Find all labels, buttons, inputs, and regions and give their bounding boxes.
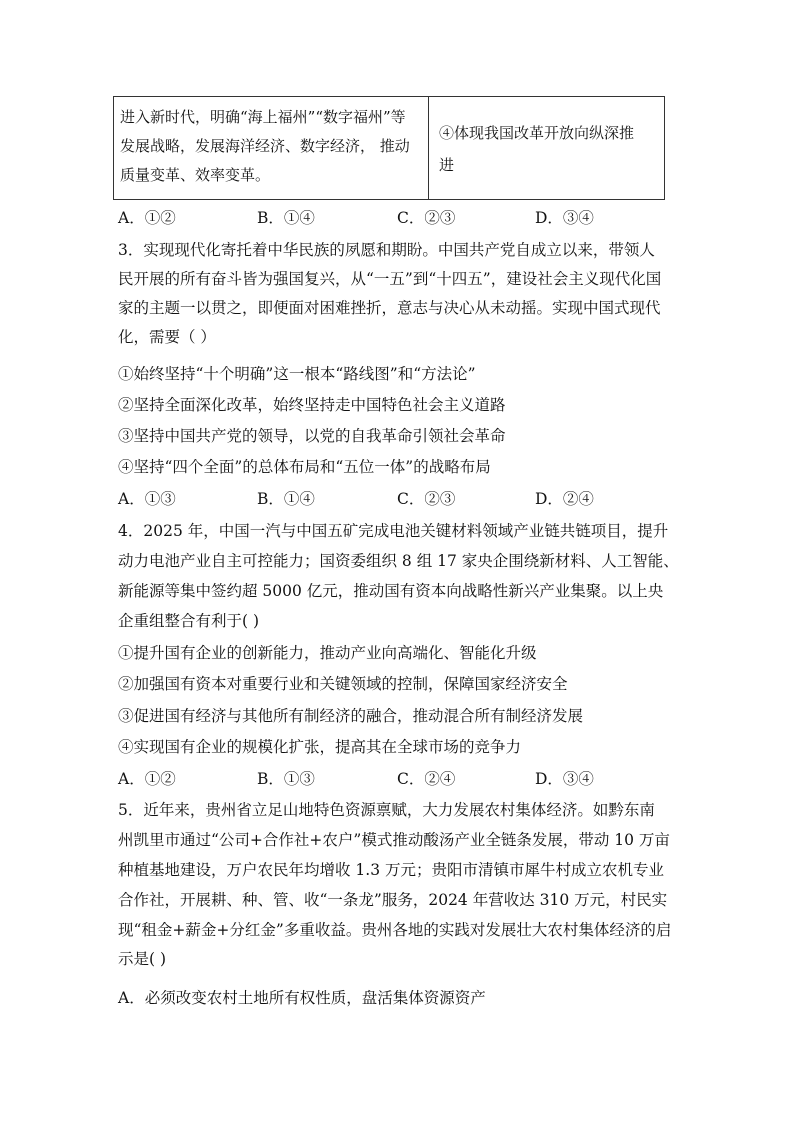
table-right-line: ④体现我国改革开放向纵深推 [439, 124, 635, 142]
q3-option-b[interactable]: B．①④ [257, 490, 315, 508]
q2-option-b[interactable]: B．①④ [257, 209, 315, 227]
q3-option-c[interactable]: C．②③ [397, 490, 456, 508]
q4-option-d[interactable]: D．③④ [535, 770, 594, 788]
q4-option-b[interactable]: B．①③ [257, 770, 315, 788]
q5-stem-line: 州凯里市通过“公司+合作社+农户”模式推动酸汤产业全链条发展，带动 10 万亩 [118, 831, 670, 849]
q2-option-a[interactable]: A．①② [118, 209, 176, 227]
q4-stem-line: 4．2025 年，中国一汽与中国五矿完成电池关键材料领域产业链共链项目，提升 [118, 522, 669, 540]
table-left-line: 发展战略，发展海洋经济、数字经济， 推动 [120, 137, 410, 155]
table-cell-conclusion [429, 97, 664, 199]
table-cell-material [114, 97, 429, 199]
q5-stem-line: 种植基地建设，万户农民年均增收 1.3 万元；贵阳市清镇市犀牛村成立农机专业 [118, 861, 665, 879]
q3-stem-line: 3．实现现代化寄托着中华民族的夙愿和期盼。中国共产党自成立以来，带领人 [118, 241, 655, 259]
q3-item: ②坚持全面深化改革，始终坚持走中国特色社会主义道路 [118, 396, 506, 414]
q3-stem-line: 民开展的所有奋斗皆为强国复兴，从“一五”到“十四五”，建设社会主义现代化国 [118, 270, 662, 288]
q4-item: ④实现国有企业的规模化扩张，提高其在全球市场的竞争力 [118, 738, 522, 756]
q4-stem-line: 企重组整合有利于( ) [118, 612, 260, 630]
q4-item: ①提升国有企业的创新能力，推动产业向高端化、智能化升级 [118, 644, 537, 662]
q4-option-c[interactable]: C．②④ [397, 770, 456, 788]
q5-stem-line: 示是( ) [118, 950, 167, 968]
q4-stem-line: 动力电池产业自主可控能力；国资委组织 8 组 17 家央企围绕新材料、人工智能、 [118, 552, 679, 570]
q4-option-a[interactable]: A．①② [118, 770, 176, 788]
q2-options [118, 207, 678, 229]
q3-item: ④坚持“四个全面”的总体布局和“五位一体”的战略布局 [118, 458, 491, 476]
q3-option-d[interactable]: D．②④ [535, 490, 594, 508]
q2-option-c[interactable]: C．②③ [397, 209, 456, 227]
q3-item: ①始终坚持“十个明确”这一根本“路线图”和“方法论” [118, 365, 476, 383]
q4-options [118, 768, 678, 790]
q4-item: ②加强国有资本对重要行业和关键领域的控制，保障国家经济安全 [118, 675, 568, 693]
q5-stem-line: 5．近年来，贵州省立足山地特色资源禀赋，大力发展农村集体经济。如黔东南 [118, 801, 655, 819]
table-right-line: 进 [439, 156, 455, 174]
material-table [113, 96, 665, 200]
q5-stem-line: 现“租金+薪金+分红金”多重收益。贵州各地的实践对发展壮大农村集体经济的启 [118, 921, 672, 939]
q3-item: ③坚持中国共产党的领导，以党的自我革命引领社会革命 [118, 427, 506, 445]
table-left-line: 进入新时代，明确“海上福州”“数字福州”等 [120, 108, 406, 126]
table-left-line: 质量变革、效率变革。 [120, 166, 271, 184]
q5-option-a[interactable]: A．必须改变农村土地所有权性质，盘活集体资源资产 [118, 989, 486, 1007]
q5-stem-line: 合作社，开展耕、种、管、收“一条龙”服务，2024 年营收达 310 万元，村民实 [118, 891, 668, 909]
q3-stem-line: 家的主题一以贯之，即便面对困难挫折，意志与决心从未动摇。实现中国式现代 [118, 299, 661, 317]
q3-stem-line: 化，需要（ ） [118, 328, 216, 346]
q2-option-d[interactable]: D．③④ [535, 209, 594, 227]
q4-stem-line: 新能源等集中签约超 5000 亿元，推动国有资本向战略性新兴产业集聚。以上央 [118, 582, 664, 600]
q3-options [118, 488, 678, 510]
q3-option-a[interactable]: A．①③ [118, 490, 176, 508]
q4-item: ③促进国有经济与其他所有制经济的融合，推动混合所有制经济发展 [118, 707, 584, 725]
